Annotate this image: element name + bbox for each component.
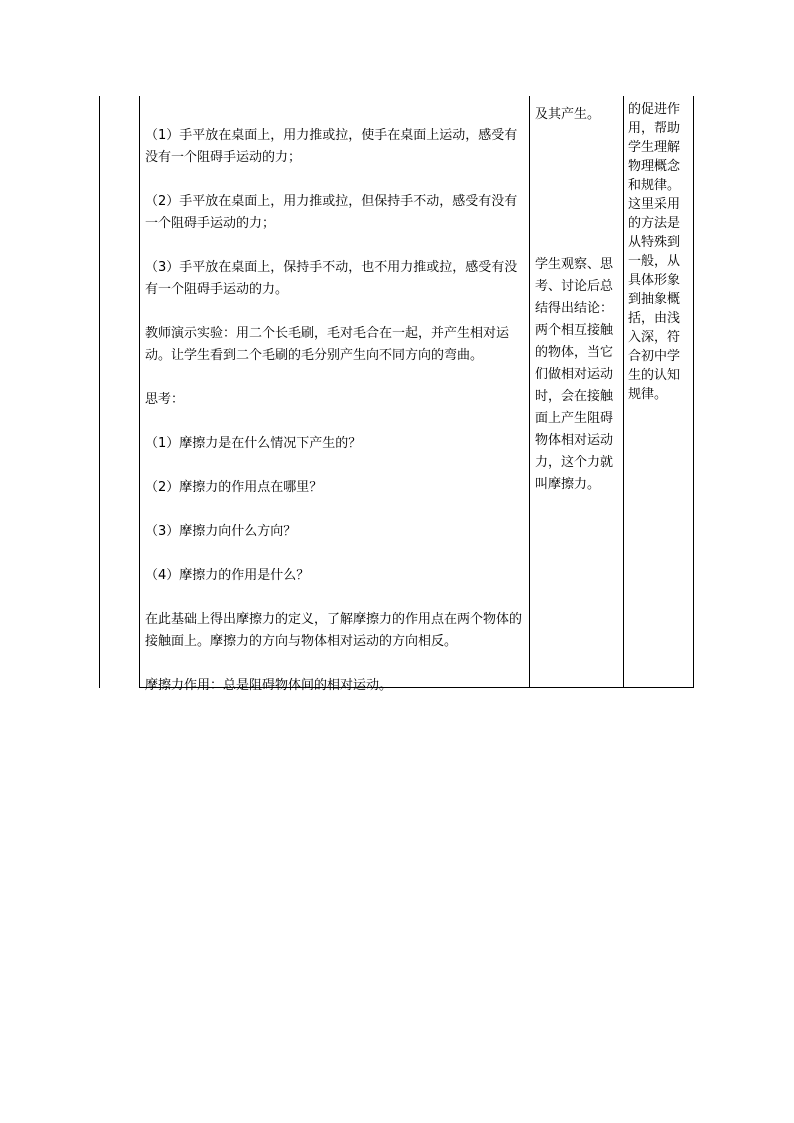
activity-step-1: （1）手平放在桌面上，用力推或拉，使手在桌面上运动，感受有没有一个阻碍手运动的力； <box>145 128 518 165</box>
activity-step-2: （2）手平放在桌面上，用力推或拉，但保持手不动，感受有没有一个阻碍手运动的力； <box>145 194 518 231</box>
question-3: （3）摩擦力向什么方向？ <box>145 524 297 539</box>
main-content-cell <box>145 125 525 697</box>
definition-summary: 在此基础上得出摩擦力的定义，了解摩擦力的作用点在两个物体的接触面上。摩擦力的方向与物体相对运动的方向相反。 <box>145 612 523 649</box>
teacher-demo: 教师演示实验：用二个长毛刷，毛对毛合在一起，并产生相对运动。让学生看到二个毛刷的毛分别产生向不同方向的弯曲。 <box>145 326 510 363</box>
column-divider-2 <box>623 96 624 688</box>
column-divider-1 <box>529 96 530 688</box>
friction-effect: 摩擦力作用：总是阻碍物体间的相对运动。 <box>145 678 393 693</box>
question-4: （4）摩擦力的作用是什么？ <box>145 568 310 583</box>
table-right-border <box>693 96 694 688</box>
think-heading: 思考： <box>145 392 185 407</box>
student-top-text: 及其产生。 <box>535 107 601 122</box>
question-1: （1）摩擦力是在什么情况下产生的？ <box>145 436 362 451</box>
outer-left-border <box>99 96 100 688</box>
student-conclusion: 学生观察、思考、讨论后总结得出结论：两个相互接触的物体，当它们做相对运动时，会在接触面上产生阻碍物体相对运动力，这个力就叫摩擦力。 <box>535 257 614 492</box>
activity-step-3: （3）手平放在桌面上，保持手不动，也不用力推或拉，感受有没有一个阻碍手运动的力。 <box>145 260 518 297</box>
question-2: （2）摩擦力的作用点在哪里？ <box>145 480 323 495</box>
student-activity-cell <box>535 96 621 686</box>
design-intent-text: 的促进作用，帮助学生理解物理概念和规律。这里采用的方法是从特殊到一般，从具体形象到抽象概括，由浅入深，符合初中学生的认知规律。 <box>628 102 681 402</box>
table-left-border <box>139 96 140 688</box>
design-intent-cell <box>628 100 690 404</box>
